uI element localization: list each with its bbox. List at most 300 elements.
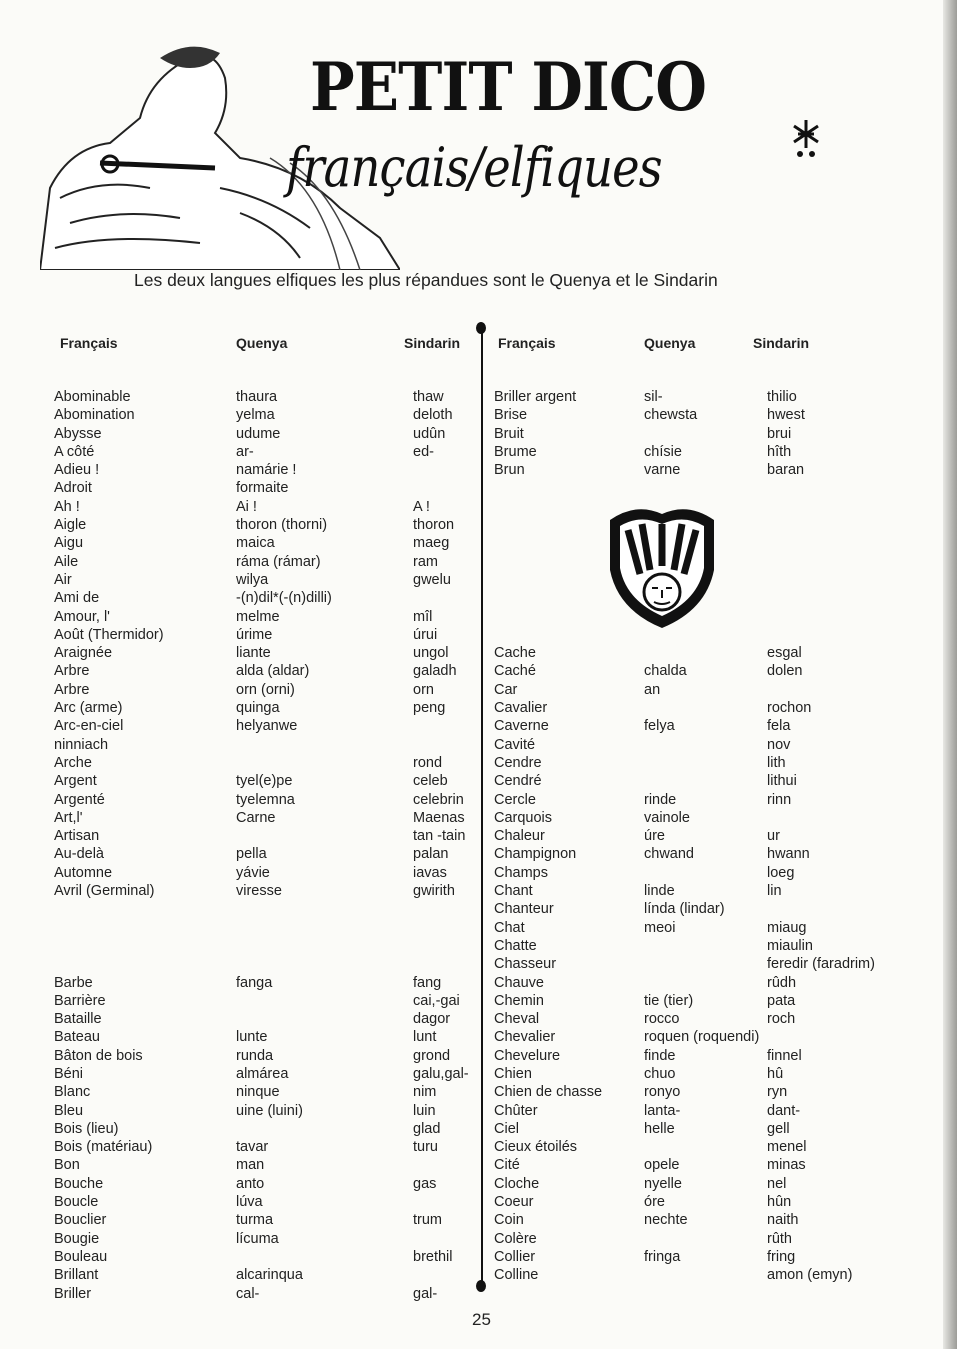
right-fr-entry: Champignon	[494, 846, 577, 863]
right-si-entry: nov	[767, 736, 791, 753]
right-fr-entry: Champs	[494, 864, 548, 881]
right-qu-entry: meoi	[644, 919, 676, 936]
left-qu-entry: ráma (rámar)	[236, 553, 321, 570]
right-fr-entry: Cendre	[494, 754, 542, 771]
left-si-entry: dagor	[413, 1011, 451, 1028]
left-fr-entry: Bouche	[54, 1175, 104, 1192]
right-fr-entry: Cendré	[494, 773, 542, 790]
left-qu-entry: orn (orni)	[236, 681, 295, 698]
right-qu-entry: úre	[644, 828, 665, 845]
right-qu-entry: rinde	[644, 791, 677, 808]
left-qu-entry: helyanwe	[236, 718, 298, 735]
right-fr-entry: Chatte	[494, 937, 537, 954]
right-si-entry	[767, 681, 875, 699]
header-francais-right: Français	[498, 335, 556, 351]
left-fr-entry: Araignée	[54, 645, 113, 662]
left-si-entry: thaw	[413, 389, 444, 405]
left-si-entry	[413, 955, 469, 973]
page-title: PETIT DICO	[310, 48, 707, 126]
right-qu-entry: chísie	[644, 443, 682, 460]
left-si-entry: Maenas	[413, 809, 465, 826]
left-si-entry	[413, 736, 469, 754]
left-qu-entry: almárea	[236, 1065, 289, 1082]
right-si-entry	[767, 516, 875, 534]
right-si-entry: hwest	[767, 407, 805, 424]
left-si-entry: mîl	[413, 608, 433, 625]
left-si-entry: tan -tain	[413, 828, 466, 845]
left-qu-entry: tavar	[236, 1139, 269, 1156]
left-fr-entry: Aile	[54, 553, 79, 570]
right-fr-entry: Bruit	[494, 425, 524, 442]
right-si-entry: rûdh	[767, 974, 797, 991]
left-qu-entry: viresse	[236, 883, 282, 900]
left-qu-entry: lunte	[236, 1029, 268, 1046]
left-si-entry: brethil	[413, 1248, 453, 1265]
right-qu-entry	[644, 479, 759, 497]
right-qu-entry	[644, 736, 759, 754]
left-si-entry: úrui	[413, 626, 438, 643]
left-fr-entry: Bois (matériau)	[54, 1139, 153, 1156]
right-si-entry	[767, 534, 875, 552]
right-si-entry: menel	[767, 1139, 807, 1156]
left-qu-entry	[236, 1120, 332, 1138]
left-fr-entry: Briller	[54, 1285, 92, 1302]
left-fr-entry: ninniach	[54, 736, 109, 753]
right-si-entry	[767, 553, 875, 571]
left-fr-entry: A côté	[54, 443, 95, 460]
right-si-entry: ur	[767, 828, 780, 845]
left-qu-entry: thaura	[236, 389, 278, 405]
header-quenya-right: Quenya	[644, 335, 696, 351]
left-fr-entry: Aigu	[54, 535, 84, 552]
right-qu-entry: chwand	[644, 846, 694, 863]
left-si-entry	[413, 919, 469, 937]
right-fr-entry	[494, 589, 602, 607]
right-si-entry	[767, 571, 875, 589]
left-fr-entry: Argent	[54, 773, 97, 790]
left-qu-entry: turma	[236, 1212, 274, 1229]
right-si-entry: esgal	[767, 645, 802, 662]
right-fr-entry: Chant	[494, 883, 533, 900]
right-si-entry: fela	[767, 718, 791, 735]
left-qu-entry	[236, 827, 332, 845]
right-fr-entry: Cieux étoilés	[494, 1139, 578, 1156]
right-qu-entry: nechte	[644, 1212, 688, 1229]
right-si-entry	[767, 608, 875, 626]
divider-dot-top	[476, 322, 486, 334]
right-fr-entry	[494, 516, 602, 534]
right-fr-entry: Coeur	[494, 1194, 534, 1211]
left-si-entry: gal-	[413, 1285, 438, 1302]
right-fr-entry	[494, 626, 602, 644]
left-fr-entry: Barbe	[54, 974, 93, 991]
divider-dot-bottom	[476, 1280, 486, 1292]
left-si-entry: palan	[413, 846, 449, 863]
right-fr-entry: Caverne	[494, 718, 549, 735]
left-qu-entry: fanga	[236, 974, 273, 991]
left-quenya-column	[236, 388, 332, 1303]
right-si-entry	[767, 1028, 875, 1046]
left-fr-entry: Aigle	[54, 517, 87, 534]
right-qu-entry: lanta-	[644, 1102, 681, 1119]
left-fr-entry: Amour, l'	[54, 608, 110, 625]
left-qu-entry: wilya	[236, 571, 269, 588]
right-fr-entry: Brume	[494, 443, 537, 460]
left-qu-entry: yelma	[236, 407, 275, 424]
left-fr-entry: Bon	[54, 1157, 80, 1174]
right-si-entry: fring	[767, 1248, 796, 1265]
left-qu-entry: lícuma	[236, 1230, 279, 1247]
left-fr-entry: Arbre	[54, 663, 90, 680]
right-si-entry: loeg	[767, 864, 795, 881]
left-fr-entry: Bateau	[54, 1029, 100, 1046]
right-qu-entry: chewsta	[644, 407, 698, 424]
left-qu-entry: alda (aldar)	[236, 663, 310, 680]
right-si-entry: hûn	[767, 1194, 792, 1211]
left-si-entry: fang	[413, 974, 442, 991]
left-si-entry: lunt	[413, 1029, 437, 1046]
right-qu-entry: rocco	[644, 1011, 680, 1028]
right-si-entry: feredir (faradrim)	[767, 956, 875, 973]
left-qu-entry: alcarinqua	[236, 1267, 303, 1284]
right-si-entry: nel	[767, 1175, 787, 1192]
left-si-entry: udûn	[413, 425, 446, 442]
left-qu-entry	[236, 937, 332, 955]
right-si-entry	[767, 589, 875, 607]
right-qu-entry: línda (lindar)	[644, 901, 725, 918]
right-fr-entry: Chûter	[494, 1102, 538, 1119]
left-si-entry: grond	[413, 1047, 451, 1064]
right-fr-entry: Car	[494, 681, 518, 698]
right-fr-entry	[494, 608, 602, 626]
left-qu-entry: Carne	[236, 809, 276, 826]
left-qu-entry: pella	[236, 846, 267, 863]
right-fr-entry: Cité	[494, 1157, 520, 1174]
left-qu-entry: Ai !	[236, 498, 257, 515]
left-qu-entry	[236, 955, 332, 973]
right-qu-entry	[644, 644, 759, 662]
intro-text: Les deux langues elfiques les plus répandues sont le Quenya et le Sindarin	[134, 270, 718, 290]
right-qu-entry	[644, 699, 759, 717]
right-qu-entry: vainole	[644, 809, 690, 826]
right-si-entry: dant-	[767, 1102, 801, 1119]
right-fr-entry: Ciel	[494, 1120, 519, 1137]
header-sindarin-right: Sindarin	[753, 335, 810, 351]
right-qu-entry: chuo	[644, 1065, 676, 1082]
header-quenya-left: Quenya	[236, 335, 288, 351]
left-si-entry: orn	[413, 681, 434, 698]
right-qu-entry: ronyo	[644, 1084, 681, 1101]
left-fr-entry: Bouclier	[54, 1212, 107, 1229]
left-fr-entry: Avril (Germinal)	[54, 883, 155, 900]
right-si-entry: amon (emyn)	[767, 1267, 853, 1284]
page-subtitle: français/elfiques	[286, 136, 662, 199]
right-qu-entry	[644, 974, 759, 992]
right-francais-column	[494, 388, 602, 1285]
left-si-entry: ram	[413, 553, 438, 570]
left-qu-entry	[236, 919, 332, 937]
right-si-entry: naith	[767, 1212, 799, 1229]
right-qu-entry	[644, 1230, 759, 1248]
left-qu-entry: anto	[236, 1175, 265, 1192]
right-qu-entry: varne	[644, 462, 681, 479]
right-fr-entry	[494, 571, 602, 589]
left-qu-entry: lúva	[236, 1194, 263, 1211]
right-si-entry: rûth	[767, 1230, 792, 1247]
header-sindarin-left: Sindarin	[404, 335, 461, 351]
right-fr-entry: Chien	[494, 1065, 532, 1082]
left-qu-entry: formaite	[236, 480, 289, 497]
left-si-entry: glad	[413, 1120, 441, 1137]
right-si-entry: lithui	[767, 773, 797, 790]
left-qu-entry	[236, 1010, 332, 1028]
right-si-entry: hwann	[767, 846, 810, 863]
left-fr-entry: Arbre	[54, 681, 90, 698]
left-qu-entry: maica	[236, 535, 275, 552]
right-qu-entry	[644, 1138, 759, 1156]
page-edge	[943, 0, 957, 1349]
left-fr-entry: Abomination	[54, 407, 135, 424]
left-fr-entry: Bois (lieu)	[54, 1120, 119, 1137]
right-si-entry	[767, 479, 875, 497]
right-fr-entry: Colline	[494, 1267, 539, 1284]
right-qu-entry: helle	[644, 1120, 675, 1137]
left-si-entry	[413, 1266, 469, 1284]
left-si-entry	[413, 1193, 469, 1211]
left-fr-entry: Ami de	[54, 590, 100, 607]
right-fr-entry: Coin	[494, 1212, 524, 1229]
right-fr-entry: Caché	[494, 663, 536, 680]
left-qu-entry: tyelemna	[236, 791, 295, 808]
right-si-entry	[767, 626, 875, 644]
left-fr-entry: Bouleau	[54, 1248, 108, 1265]
column-divider	[481, 330, 483, 1285]
left-qu-entry: úrime	[236, 626, 273, 643]
left-si-entry: turu	[413, 1139, 438, 1156]
left-si-entry: iavas	[413, 864, 447, 881]
right-qu-entry	[644, 937, 759, 955]
left-si-entry	[413, 937, 469, 955]
right-si-entry: dolen	[767, 663, 803, 680]
sun-face-shield-icon	[606, 500, 718, 630]
right-fr-entry: Chanteur	[494, 901, 554, 918]
right-qu-entry: finde	[644, 1047, 676, 1064]
right-fr-entry: Brise	[494, 407, 528, 424]
right-qu-entry: nyelle	[644, 1175, 682, 1192]
left-si-entry: luin	[413, 1102, 436, 1119]
right-fr-entry: Chauve	[494, 974, 544, 991]
page-number: 25	[472, 1310, 491, 1329]
right-fr-entry	[494, 479, 602, 497]
left-qu-entry: melme	[236, 608, 280, 625]
left-fr-entry: Air	[54, 571, 72, 588]
left-si-entry: peng	[413, 700, 446, 717]
right-qu-entry: linde	[644, 883, 675, 900]
left-fr-entry: Août (Thermidor)	[54, 626, 164, 643]
left-fr-entry: Brillant	[54, 1267, 99, 1284]
right-fr-entry	[494, 553, 602, 571]
left-fr-entry: Au-delà	[54, 846, 104, 863]
right-fr-entry: Chasseur	[494, 956, 557, 973]
right-fr-entry: Chien de chasse	[494, 1084, 603, 1101]
right-si-entry: rochon	[767, 700, 812, 717]
left-fr-entry: Boucle	[54, 1194, 99, 1211]
left-si-entry	[413, 479, 469, 497]
left-qu-entry	[236, 900, 332, 918]
right-qu-entry: opele	[644, 1157, 680, 1174]
right-qu-entry: chalda	[644, 663, 687, 680]
right-qu-entry: felya	[644, 718, 675, 735]
right-fr-entry	[494, 534, 602, 552]
right-sindarin-column	[767, 388, 875, 1285]
right-fr-entry: Cavité	[494, 736, 536, 753]
right-si-entry: roch	[767, 1011, 796, 1028]
left-francais-column	[54, 388, 164, 1303]
left-si-entry: celeb	[413, 773, 448, 790]
left-si-entry	[413, 1156, 469, 1174]
right-si-entry	[767, 809, 875, 827]
left-si-entry: ed-	[413, 443, 434, 460]
right-qu-entry: an	[644, 681, 661, 698]
right-si-entry: thilio	[767, 389, 797, 405]
right-si-entry: rinn	[767, 791, 792, 808]
left-fr-entry: Bleu	[54, 1102, 84, 1119]
left-si-entry: ungol	[413, 645, 449, 662]
right-fr-entry	[494, 498, 602, 516]
left-qu-entry: runda	[236, 1047, 274, 1064]
left-si-entry: cai,-gai	[413, 992, 460, 1009]
left-fr-entry	[54, 900, 164, 918]
left-fr-entry: Arc-en-ciel	[54, 718, 124, 735]
left-qu-entry	[236, 992, 332, 1010]
right-si-entry: miaulin	[767, 937, 813, 954]
left-fr-entry: Bataille	[54, 1011, 102, 1028]
left-qu-entry	[236, 736, 332, 754]
left-fr-entry: Arc (arme)	[54, 700, 123, 717]
left-fr-entry: Bâton de bois	[54, 1047, 143, 1064]
right-fr-entry: Chaleur	[494, 828, 545, 845]
left-si-entry: celebrin	[413, 791, 464, 808]
left-qu-entry: man	[236, 1157, 265, 1174]
right-qu-entry: óre	[644, 1194, 665, 1211]
right-si-entry	[767, 498, 875, 516]
left-si-entry: rond	[413, 754, 443, 771]
right-qu-entry: fringa	[644, 1248, 681, 1265]
left-qu-entry: udume	[236, 425, 281, 442]
left-qu-entry: uine (luini)	[236, 1102, 303, 1119]
left-si-entry	[413, 900, 469, 918]
left-fr-entry: Adroit	[54, 480, 92, 497]
left-fr-entry: Artisan	[54, 828, 100, 845]
left-qu-entry: tyel(e)pe	[236, 773, 293, 790]
right-si-entry: lith	[767, 754, 786, 771]
left-si-entry: galu,gal-	[413, 1065, 469, 1082]
left-si-entry: trum	[413, 1212, 442, 1229]
right-si-entry: pata	[767, 992, 796, 1009]
right-si-entry: hû	[767, 1065, 784, 1082]
right-si-entry: minas	[767, 1157, 806, 1174]
right-qu-entry: sil-	[644, 389, 663, 405]
right-qu-entry	[644, 425, 759, 443]
left-fr-entry	[54, 919, 164, 937]
left-si-entry	[413, 589, 469, 607]
left-fr-entry	[54, 937, 164, 955]
left-fr-entry: Bougie	[54, 1230, 100, 1247]
right-si-entry: gell	[767, 1120, 790, 1137]
left-qu-entry: thoron (thorni)	[236, 517, 328, 534]
left-fr-entry: Argenté	[54, 791, 105, 808]
left-si-entry: gas	[413, 1175, 437, 1192]
right-qu-entry	[644, 955, 759, 973]
left-qu-entry: cal-	[236, 1285, 260, 1302]
left-fr-entry: Art,l'	[54, 809, 83, 826]
right-si-entry: brui	[767, 425, 792, 442]
right-si-entry: finnel	[767, 1047, 802, 1064]
right-fr-entry: Chevalier	[494, 1029, 556, 1046]
left-si-entry: galadh	[413, 663, 457, 680]
right-qu-entry	[644, 772, 759, 790]
left-qu-entry	[236, 754, 332, 772]
right-qu-entry: tie (tier)	[644, 992, 694, 1009]
right-qu-entry	[644, 1266, 759, 1284]
right-fr-entry: Collier	[494, 1248, 536, 1265]
left-si-entry: gwelu	[413, 571, 451, 588]
right-si-entry: baran	[767, 462, 805, 479]
right-fr-entry: Brun	[494, 462, 525, 479]
right-si-entry: miaug	[767, 919, 807, 936]
left-si-entry: nim	[413, 1084, 437, 1101]
right-qu-entry	[644, 754, 759, 772]
left-qu-entry: quinga	[236, 700, 280, 717]
left-qu-entry: ninque	[236, 1084, 280, 1101]
right-fr-entry: Cavalier	[494, 700, 548, 717]
left-fr-entry: Béni	[54, 1065, 84, 1082]
left-fr-entry: Adieu !	[54, 462, 100, 479]
elvish-rune-icon	[788, 118, 824, 162]
right-qu-entry	[644, 864, 759, 882]
right-fr-entry: Chat	[494, 919, 525, 936]
left-fr-entry: Ah !	[54, 498, 80, 515]
left-fr-entry: Arche	[54, 754, 92, 771]
left-qu-entry: liante	[236, 645, 271, 662]
right-fr-entry: Cloche	[494, 1175, 540, 1192]
right-si-entry: hîth	[767, 443, 792, 460]
right-fr-entry: Briller argent	[494, 389, 577, 405]
left-si-entry	[413, 717, 469, 735]
left-sindarin-column	[413, 388, 469, 1303]
left-si-entry: maeg	[413, 535, 450, 552]
left-si-entry	[413, 461, 469, 479]
right-fr-entry: Cercle	[494, 791, 536, 808]
right-fr-entry: Colère	[494, 1230, 537, 1247]
left-qu-entry	[236, 1248, 332, 1266]
left-si-entry	[413, 1230, 469, 1248]
left-si-entry: deloth	[413, 407, 453, 424]
right-fr-entry: Carquois	[494, 809, 553, 826]
left-si-entry: thoron	[413, 517, 455, 534]
right-si-entry: ryn	[767, 1084, 788, 1101]
right-fr-entry: Cache	[494, 645, 536, 662]
left-si-entry: gwirith	[413, 883, 455, 900]
left-qu-entry: yávie	[236, 864, 270, 881]
left-fr-entry: Barrière	[54, 992, 106, 1009]
right-fr-entry: Chemin	[494, 992, 544, 1009]
left-fr-entry: Blanc	[54, 1084, 91, 1101]
right-fr-entry: Chevelure	[494, 1047, 561, 1064]
header-francais-left: Français	[60, 335, 118, 351]
left-fr-entry: Automne	[54, 864, 113, 881]
right-fr-entry: Cheval	[494, 1011, 540, 1028]
